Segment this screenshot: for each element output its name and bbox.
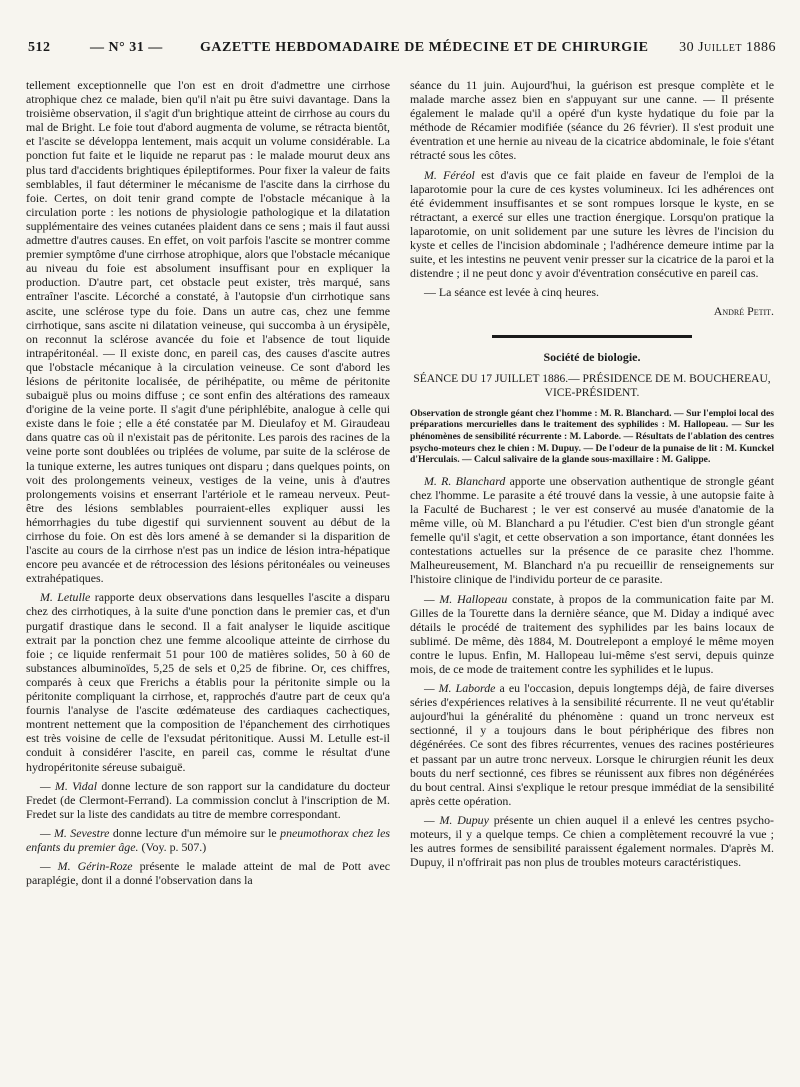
speaker-name: — M. Gérin-Roze [40,859,133,874]
paragraph-sevestre [26,826,390,854]
paragraph-fereol [410,168,774,281]
paragraph: séance du 11 juin. Aujourd'hui, la guérison est presque complète et le malade marche assez bien en s'appuyant sur une canne. — Il présente également le malade qu'il a opéré d'un kyste hydatique du foie par la méthode de Récamier modifiée (séance du 26 février). Il s'est produit une éventration et une hernie au niveau de la cicatrice abdominale, le foie s'étant rétracté sous les côtes. [410,78,774,163]
speaker-name: — M. Laborde [424,681,496,696]
paragraph-text: (Voy. p. 507.) [138,839,207,854]
issue-number: — N° 31 — [90,40,163,55]
session-summary: Observation de strongle géant chez l'homme : M. R. Blanchard. — Sur l'emploi local des préparations mercurielles dans le traitement des syphilides : M. Hallopeau. — Sur les phénomènes de sensibilité récurrente : M. Laborde. — Résultats de l'ablation des centres psycho-moteurs chez le chien : M. Dupuy. — De l'odeur de la punaise de lit : M. Kunckel d'Herculais. — Calcul salivaire de la glande sous-maxillaire : M. Galippe. [410,407,774,466]
paragraph-text: donne lecture de son rapport sur la candidature du docteur Fredet (de Clermont-Ferrand). La commission conclut à l'inscription de M. Fredet sur la liste des candidats au titre de membre correspondant. [26,778,390,821]
session-heading: SÉANCE DU 17 JUILLET 1886.— PRÉSIDENCE DE M. BOUCHEREAU, VICE-PRÉSIDENT. [413,372,771,399]
journal-title: GAZETTE HEBDOMADAIRE DE MÉDECINE ET DE CHIRURGIE [200,40,649,55]
memoir-title: pneumothorax chez les enfants du premier âge. [26,825,390,854]
section-title: Société de biologie. [543,349,641,364]
paragraph-vidal [26,779,390,821]
paragraph-text: donne lecture d'un mémoire sur le [109,825,281,840]
paragraph-text: présente le malade atteint de mal de Pott avec paraplégie, dont il a donné l'observation dans la [26,859,390,888]
speaker-name: M. Féréol [424,167,475,182]
speaker-name: — M. Hallopeau [424,591,508,606]
speaker-name: — M. Sevestre [40,825,110,840]
paragraph-dupuy [410,813,774,869]
paragraph-text: présente un chien auquel il a enlevé les centres psycho-moteurs, il y a quelque temps. Ce chien a complètement recouvré la vue ; les autres formes de sensibilité paraissent également normales. D'après M. Dupuy, il n'offrirait pas non plus de troubles moteurs caractéristiques. [410,812,774,870]
author-signature: André Petit. [713,304,774,319]
paragraph-gerin-roze [26,859,390,887]
paragraph-laborde [410,681,774,808]
paragraph-text: a eu l'occasion, depuis longtemps déjà, de faire diverses séries d'expériences relatives à la sensibilité récurrente. Il ne veut qu'établir aujourd'hui la généralité du phénomène : quand un tronc nerveux est sectionné, il y a toujours dans le bout périphérique des fibres non dégénérées. Ce sont des fibres récurrentes, venues des racines postérieures et passant par un autre tronc nerveux. Lorsque le chirurgien réunit les deux bouts du nerf sectionné, ces fibres se réunissent aux fibres non dégénérées du bout central. Ainsi s'explique le retour presque immédiat de la sensibilité après cette opération. [410,681,774,808]
speaker-name: — M. Dupuy [424,812,489,827]
issue-date: 30 Juillet 1886 [679,40,776,55]
section-divider [492,335,692,338]
page-number: 512 [28,40,51,55]
paragraph-letulle [26,590,390,773]
running-header [22,40,780,62]
speaker-name: M. R. Blanchard [424,473,506,488]
speaker-name: M. Letulle [40,590,91,605]
paragraph-text: constate, à propos de la communication faite par M. Gilles de la Tourette dans la dernière séance, que M. Diday a indiqué avec détails le procédé de traitement des syphilides par les bains locaux de sublimé. De même, dès 1884, M. Doutrelepont a employé le même moyen contre le lupus. Enfin, M. Hallopeau lui-même s'est servi, depuis quinze mois, de ce mode de traitement contre les syphilides et le lupus. [410,591,774,676]
paragraph: tellement exceptionnelle que l'on est en droit d'admettre une cirrhose atrophique chez ce malade, bien qu'il n'ait pu être suivi davantage. Dans la troisième observation, il s'agit d'un brightique atteint de cirrhose au cours du mal de Bright. Le foie tout d'abord augmenta de volume, se rétracta bientôt, et l'ascite se développa lentement, mais acquit un volume considérable. La ponction fut faite et le liquide ne reparut pas : le malade mourut deux ans plus tard d'accidents brightiques épileptiformes. Pour fixer la valeur de faits semblables, il faut déterminer le mécanisme de l'ascite dans la cirrhose du foie. Certes, on doit tenir grand compte de l'obstacle mécanique à la circulation porte : les notions de physiologie pathologique et la dilatation supplémentaire des veines cutanées plaident dans ce sens ; mais il faut aussi admettre d'autres causes. En effet, on voit parfois l'ascite se montrer comme premier symptôme d'une cirrhose atrophique, alors que l'obstacle mécanique au niveau du foie est absolument insuffisant pour en expliquer la production. D'autre part, cet obstacle peut exister, très marqué, sans entraîner l'ascite. Lécorché a constaté, à l'autopsie d'un cirrhotique sans ascite, une sclérose type du foie. Dans un autre cas, chez une femme cirrhotique, sans ascite ni dilatation veineuse, qui succomba à un érysipèle, on reconnut la sclérose avancée du foie et l'absence de tout liquide intrapéritonéal. — Il existe donc, en pareil cas, des causes d'ascite autres que l'obstacle mécanique à la circulation veineuse. Ce sont d'abord les lésions de péritonite localisée, de périhépatite, ou même de péritonite subaiguë plus ou moins diffuse ; ce sont enfin des altérations des rameaux d'origine de la veine porte. Il s'agit d'une périphlébite, analogue à celle qui existe dans le foie ; elle a été constatée par M. Dieulafoy et M. Giraudeau dans quatre cas où il n'existait pas de péritonite. Les parois des racines de la veine porte sont doublées ou triplées de volume, par suite de la sclérose de la tunique externe, les autres tuniques ont disparu ; dans quelques points, on voit des prolongements veineux, vestiges de la veine, unis à d'autres prolongements voisins et enserrant l'artériole et le rameau nerveux. Peut-être des lésions semblables pourraient-elles expliquer aussi les hémorrhagies du tube digestif qui surviennent souvent au début de la cirrhose du foie. On est dès lors amené à se demander si la disparition de l'ascite au cours de la cirrhose n'est pas un indice de lésion intra-hépatique encore peu avancée et de rétrocession des lésions péritonéales ou veineuses extrahépatiques. [26,78,390,586]
paragraph-blanchard [410,474,774,587]
paragraph-text: rapporte deux observations dans lesquelles l'ascite a disparu chez des cirrhotiques, à la suite d'une ponction dans le premier cas, et d'un purgatif drastique dans le second. Il a fait analyser le liquide ascitique extrait par la ponction chez une femme alcoolique atteinte de cirrhose du foie ; ce liquide renfermait 51 pour 100 de matières solides, 50 à 60 de substances albuminoïdes, 5,25 de sels et 0,25 de fibrine. Or, ces chiffres, comparés à ceux que Frerichs a établis pour la péritonite simple ou la péritonite compliquant la cirrhose, et, rapprochés d'autre part de ceux qu'a fournis l'analyse de l'ascite œdémateuse des cardiaques cachectiques, montrent nettement que la composition de l'épanchement des cirrhotiques est très voisine de celle de l'exsudat péritonitique. Aussi M. Letulle est-il conduit à considérer l'ascite, en pareil cas, comme le résultat d'une hydropéritonite séreuse subaiguë. [26,590,390,774]
closing-line: — La séance est levée à cinq heures. [424,285,599,300]
speaker-name: — M. Vidal [40,778,98,793]
paragraph-hallopeau [410,592,774,677]
paragraph-text: apporte une observation authentique de strongle géant chez l'homme. Le parasite a été trouvé dans la vessie, à une autopsie faite à la Faculté de Bucharest ; le ver est conservé au musée d'anatomie de la même ville, où M. Blanchard a pu l'étudier. C'est bien d'un strongle géant femelle qu'il s'agit, et cette observation a son importance, étant données les contestations actuelles sur la présence de ce parasite chez l'homme. Malheureusement, M. Blanchard n'a pu recueillir de renseignements sur l'histoire clinique de l'individu porteur de ce parasite. [410,473,774,587]
left-column [26,78,390,1078]
right-column [410,78,774,1078]
paragraph-text: est d'avis que ce fait plaide en faveur de l'emploi de la laparotomie pour la cure de ces kystes volumineux. Ici les adhérences ont été évidemment insuffisantes et se sont rompues lorsque le kyste, en se rétractant, a exercé sur elles une traction énergique. Lorsqu'on pratique la laparotomie, on unit solidement par une suture les lèvres de l'incision du kyste et celles de l'incision abdominale ; l'adhérence demeure intime par la suite, et les intestins ne peuvent venir presser sur la cicatrice de la paroi et la distendre ; il ne peut donc y avoir d'éventration consécutive en pareil cas. [410,167,774,281]
